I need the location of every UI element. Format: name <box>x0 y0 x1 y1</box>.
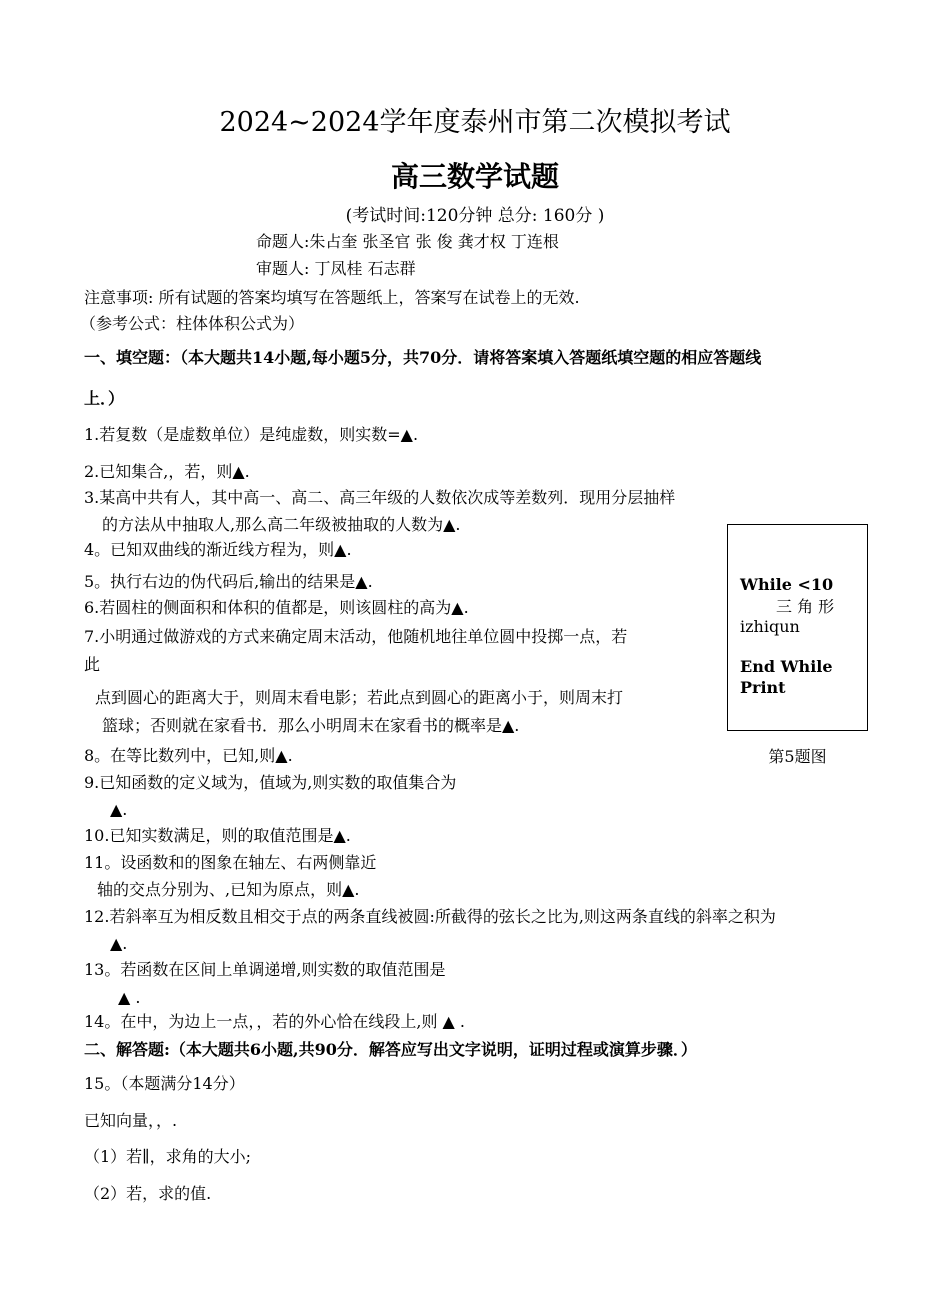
question-1: 1.若复数（是虚数单位）是纯虚数，则实数=▲. <box>84 425 419 444</box>
authors: 命题人:朱占奎 张圣官 张 俊 龚才权 丁连根 <box>256 232 559 251</box>
question-3-cont: 的方法从中抽取人,那么高二年级被抽取的人数为▲. <box>102 515 461 534</box>
question-2: 2.已知集合,，若，则▲. <box>84 462 250 481</box>
exam-subtitle: 高三数学试题 <box>390 160 559 193</box>
section1-heading-cont: 上．） <box>84 389 125 408</box>
question-3: 3.某高中共有人，其中高一、高二、高三年级的人数依次成等差数列．现用分层抽样 <box>84 488 676 507</box>
question-7-cont: 此 <box>84 655 101 674</box>
question-11: 11。设函数和的图象在轴左、右两侧靠近 <box>84 853 377 872</box>
pseudocode-box <box>727 524 868 731</box>
question-12-cont: ▲. <box>110 934 128 953</box>
code-line-body2: izhiqun <box>740 617 800 636</box>
question-7-cont2: 点到圆心的距离大于，则周末看电影；若此点到圆心的距离小于，则周末打 <box>95 688 624 707</box>
question-15-part1: （1）若∥，求角的大小; <box>84 1147 251 1166</box>
question-15: 15。（本题满分14分） <box>84 1074 245 1093</box>
code-line-while: While <10 <box>740 575 834 594</box>
question-8: 8。在等比数列中，已知,则▲. <box>84 746 293 765</box>
question-15-stem: 已知向量，，. <box>84 1111 178 1130</box>
question-9-cont: ▲. <box>110 800 128 819</box>
question-9: 9.已知函数的定义域为，值域为,则实数的取值集合为 <box>84 773 457 792</box>
exam-title: 2024~2024学年度泰州市第二次模拟考试 <box>219 107 731 138</box>
exam-info: (考试时间:120分钟 总分: 160分 ) <box>345 206 605 226</box>
code-line-endwhile: End While <box>740 657 833 676</box>
question-15-part2: （2）若，求的值. <box>84 1184 212 1203</box>
figure-caption: 第5题图 <box>768 747 827 766</box>
question-7-cont3: 篮球；否则就在家看书．那么小明周末在家看书的概率是▲. <box>102 716 520 735</box>
question-10: 10.已知实数满足，则的取值范围是▲. <box>84 826 351 845</box>
question-12: 12.若斜率互为相反数且相交于点的两条直线被圆:所截得的弦长之比为,则这两条直线的斜率之积为 <box>84 907 776 926</box>
question-7: 7.小明通过做游戏的方式来确定周末活动，他随机地往单位圆中投掷一点，若 <box>84 627 628 646</box>
question-13-cont: ▲ . <box>118 988 141 1007</box>
question-11-cont: 轴的交点分别为、,已知为原点，则▲. <box>97 880 360 899</box>
section1-heading: 一、填空题：（本大题共14小题,每小题5分，共70分．请将答案填入答题纸填空题的相应答题线 <box>84 348 762 367</box>
question-5: 5。执行右边的伪代码后,输出的结果是▲. <box>84 572 373 591</box>
code-line-print: Print <box>740 678 786 697</box>
question-13: 13。若函数在区间上单调递增,则实数的取值范围是 <box>84 960 446 979</box>
notice: 注意事项: 所有试题的答案均填写在答题纸上，答案写在试卷上的无效. <box>84 288 580 307</box>
question-14: 14。在中，为边上一点，，若的外心恰在线段上,则 ▲ . <box>84 1012 466 1031</box>
question-4: 4。已知双曲线的渐近线方程为，则▲. <box>84 540 352 559</box>
code-line-body: 三 角 形 <box>776 597 835 616</box>
reviewers: 审题人: 丁凤桂 石志群 <box>256 259 416 278</box>
formula-note: （参考公式：柱体体积公式为） <box>80 314 305 333</box>
question-6: 6.若圆柱的侧面积和体积的值都是，则该圆柱的高为▲. <box>84 598 469 617</box>
section2-heading: 二、解答题:（本大题共6小题,共90分．解答应写出文字说明，证明过程或演算步骤．） <box>84 1040 697 1059</box>
